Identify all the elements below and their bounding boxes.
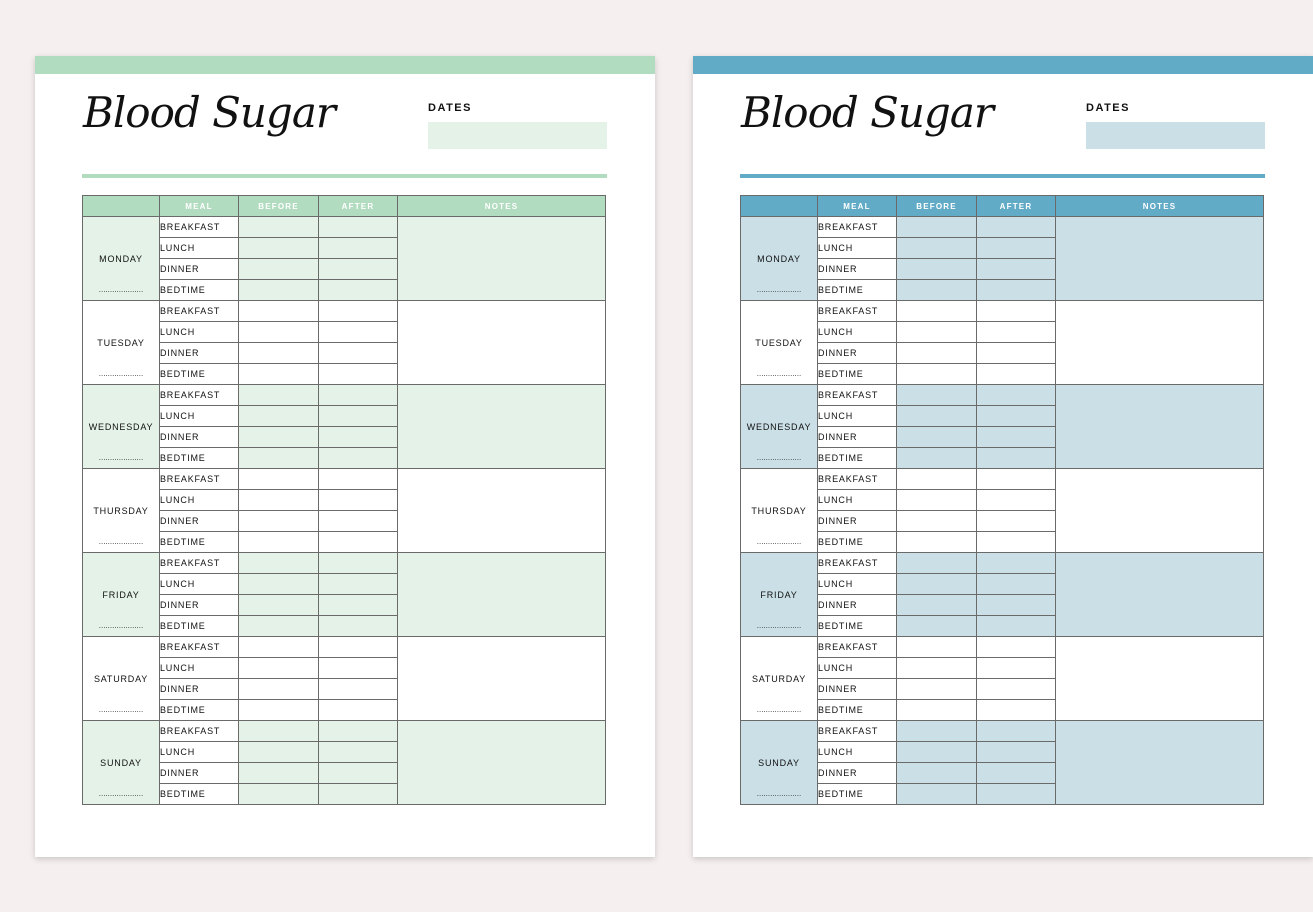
notes-cell[interactable] [398, 301, 606, 385]
after-reading-cell[interactable] [977, 616, 1056, 637]
before-reading-cell[interactable] [239, 658, 319, 679]
day-label: THURSDAY [93, 505, 149, 516]
after-reading-cell[interactable] [319, 532, 398, 553]
table-row [83, 637, 606, 658]
before-reading-cell[interactable] [239, 280, 319, 301]
day-label-cell [83, 721, 160, 805]
meal-label: LUNCH [818, 490, 897, 511]
meal-label: BEDTIME [818, 364, 897, 385]
meal-label: DINNER [160, 763, 239, 784]
before-reading-cell[interactable] [239, 679, 319, 700]
meal-label: LUNCH [818, 658, 897, 679]
column-header: BEFORE [897, 196, 977, 217]
before-reading-cell[interactable] [239, 511, 319, 532]
after-reading-cell[interactable] [319, 616, 398, 637]
meal-label: LUNCH [160, 406, 239, 427]
day-label: TUESDAY [755, 337, 803, 348]
page-title: Blood Sugar [83, 88, 335, 137]
day-label: MONDAY [757, 253, 801, 264]
before-reading-cell[interactable] [239, 616, 319, 637]
after-reading-cell[interactable] [319, 427, 398, 448]
meal-label: BREAKFAST [160, 385, 239, 406]
after-reading-cell[interactable] [319, 238, 398, 259]
after-reading-cell[interactable] [977, 259, 1056, 280]
dates-label: DATES [1086, 102, 1130, 114]
meal-label: BEDTIME [818, 616, 897, 637]
column-header: NOTES [398, 196, 606, 217]
meal-label: LUNCH [818, 574, 897, 595]
column-header [83, 196, 160, 217]
meal-label: BEDTIME [160, 784, 239, 805]
before-reading-cell[interactable] [239, 322, 319, 343]
column-header [741, 196, 818, 217]
date-blank-line[interactable]: .................... [98, 369, 144, 378]
notes-cell[interactable] [398, 553, 606, 637]
after-reading-cell[interactable] [319, 637, 398, 658]
meal-label: BREAKFAST [818, 637, 897, 658]
table-row [741, 469, 1264, 490]
day-label: SUNDAY [100, 757, 142, 768]
before-reading-cell[interactable] [897, 721, 977, 742]
meal-label: BEDTIME [160, 700, 239, 721]
title-divider [82, 174, 607, 178]
after-reading-cell[interactable] [319, 574, 398, 595]
column-header: MEAL [818, 196, 897, 217]
date-blank-line[interactable]: .................... [756, 789, 802, 798]
after-reading-cell[interactable] [977, 553, 1056, 574]
after-reading-cell[interactable] [319, 364, 398, 385]
meal-label: LUNCH [160, 574, 239, 595]
before-reading-cell[interactable] [239, 763, 319, 784]
table-row [83, 721, 606, 742]
after-reading-cell[interactable] [319, 448, 398, 469]
planner-sheet-green [35, 56, 655, 857]
meal-label: BEDTIME [160, 616, 239, 637]
before-reading-cell[interactable] [897, 385, 977, 406]
before-reading-cell[interactable] [897, 763, 977, 784]
meal-label: DINNER [818, 679, 897, 700]
before-reading-cell[interactable] [239, 574, 319, 595]
after-reading-cell[interactable] [977, 658, 1056, 679]
date-blank-line[interactable]: .................... [756, 453, 802, 462]
meal-label: DINNER [160, 595, 239, 616]
meal-label: LUNCH [818, 742, 897, 763]
table-row [83, 385, 606, 406]
meal-label: LUNCH [160, 322, 239, 343]
before-reading-cell[interactable] [239, 553, 319, 574]
table-row [83, 553, 606, 574]
day-label-cell [83, 553, 160, 637]
day-label-cell [741, 217, 818, 301]
before-reading-cell[interactable] [239, 742, 319, 763]
meal-label: LUNCH [160, 490, 239, 511]
before-reading-cell[interactable] [897, 595, 977, 616]
day-label-cell [83, 301, 160, 385]
after-reading-cell[interactable] [319, 658, 398, 679]
top-color-bar [35, 56, 655, 74]
day-label: WEDNESDAY [88, 421, 154, 432]
day-label: FRIDAY [102, 589, 140, 600]
before-reading-cell[interactable] [239, 238, 319, 259]
meal-label: BREAKFAST [160, 217, 239, 238]
after-reading-cell[interactable] [977, 784, 1056, 805]
day-label-cell [83, 637, 160, 721]
after-reading-cell[interactable] [977, 448, 1056, 469]
notes-cell[interactable] [1056, 385, 1264, 469]
day-label: SUNDAY [758, 757, 800, 768]
table-row [741, 637, 1264, 658]
dates-field[interactable] [428, 122, 607, 149]
after-reading-cell[interactable] [977, 343, 1056, 364]
meal-label: LUNCH [818, 238, 897, 259]
before-reading-cell[interactable] [897, 427, 977, 448]
notes-cell[interactable] [398, 217, 606, 301]
before-reading-cell[interactable] [897, 322, 977, 343]
notes-cell[interactable] [398, 637, 606, 721]
before-reading-cell[interactable] [897, 658, 977, 679]
after-reading-cell[interactable] [977, 763, 1056, 784]
after-reading-cell[interactable] [977, 322, 1056, 343]
notes-cell[interactable] [1056, 217, 1264, 301]
after-reading-cell[interactable] [977, 301, 1056, 322]
meal-label: BEDTIME [818, 784, 897, 805]
day-label: TUESDAY [97, 337, 145, 348]
meal-label: BREAKFAST [818, 385, 897, 406]
table-row [741, 217, 1264, 238]
date-blank-line[interactable]: .................... [756, 285, 802, 294]
column-header: AFTER [977, 196, 1056, 217]
after-reading-cell[interactable] [977, 742, 1056, 763]
date-blank-line[interactable]: .................... [98, 453, 144, 462]
notes-cell[interactable] [1056, 301, 1264, 385]
before-reading-cell[interactable] [239, 259, 319, 280]
after-reading-cell[interactable] [977, 385, 1056, 406]
before-reading-cell[interactable] [239, 364, 319, 385]
after-reading-cell[interactable] [319, 721, 398, 742]
top-color-bar [693, 56, 1313, 74]
notes-cell[interactable] [1056, 721, 1264, 805]
column-header: BEFORE [239, 196, 319, 217]
planner-sheet-blue [693, 56, 1313, 857]
meal-label: BREAKFAST [160, 637, 239, 658]
day-label-cell [741, 553, 818, 637]
after-reading-cell[interactable] [977, 238, 1056, 259]
meal-label: DINNER [818, 343, 897, 364]
after-reading-cell[interactable] [977, 280, 1056, 301]
meal-label: DINNER [160, 427, 239, 448]
date-blank-line[interactable]: .................... [756, 621, 802, 630]
table-row [741, 301, 1264, 322]
day-label: SATURDAY [93, 673, 149, 684]
notes-cell[interactable] [398, 721, 606, 805]
dates-field[interactable] [1086, 122, 1265, 149]
after-reading-cell[interactable] [319, 679, 398, 700]
day-label: THURSDAY [751, 505, 807, 516]
meal-label: DINNER [160, 511, 239, 532]
day-label-cell [83, 385, 160, 469]
after-reading-cell[interactable] [319, 301, 398, 322]
day-label-cell [83, 217, 160, 301]
before-reading-cell[interactable] [239, 406, 319, 427]
after-reading-cell[interactable] [977, 532, 1056, 553]
meal-label: LUNCH [160, 238, 239, 259]
column-header: NOTES [1056, 196, 1264, 217]
before-reading-cell[interactable] [239, 385, 319, 406]
day-label: WEDNESDAY [746, 421, 812, 432]
meal-label: DINNER [160, 343, 239, 364]
before-reading-cell[interactable] [239, 637, 319, 658]
before-reading-cell[interactable] [897, 343, 977, 364]
meal-label: DINNER [818, 511, 897, 532]
meal-label: LUNCH [818, 322, 897, 343]
column-header: MEAL [160, 196, 239, 217]
before-reading-cell[interactable] [897, 742, 977, 763]
after-reading-cell[interactable] [977, 679, 1056, 700]
after-reading-cell[interactable] [977, 427, 1056, 448]
meal-label: DINNER [818, 427, 897, 448]
table-row [83, 301, 606, 322]
blood-sugar-log-table [82, 195, 606, 805]
before-reading-cell[interactable] [897, 238, 977, 259]
after-reading-cell[interactable] [319, 469, 398, 490]
before-reading-cell[interactable] [239, 448, 319, 469]
meal-label: BEDTIME [160, 448, 239, 469]
after-reading-cell[interactable] [977, 511, 1056, 532]
before-reading-cell[interactable] [897, 259, 977, 280]
table-row [741, 385, 1264, 406]
date-blank-line[interactable]: .................... [756, 369, 802, 378]
meal-label: BREAKFAST [160, 721, 239, 742]
after-reading-cell[interactable] [319, 280, 398, 301]
before-reading-cell[interactable] [897, 700, 977, 721]
notes-cell[interactable] [398, 385, 606, 469]
title-divider [740, 174, 1265, 178]
notes-cell[interactable] [1056, 553, 1264, 637]
before-reading-cell[interactable] [239, 595, 319, 616]
date-blank-line[interactable]: .................... [98, 789, 144, 798]
meal-label: BREAKFAST [818, 553, 897, 574]
meal-label: DINNER [160, 259, 239, 280]
before-reading-cell[interactable] [897, 532, 977, 553]
date-blank-line[interactable]: .................... [98, 285, 144, 294]
meal-label: BREAKFAST [818, 301, 897, 322]
after-reading-cell[interactable] [977, 700, 1056, 721]
before-reading-cell[interactable] [239, 343, 319, 364]
before-reading-cell[interactable] [897, 679, 977, 700]
before-reading-cell[interactable] [239, 217, 319, 238]
after-reading-cell[interactable] [319, 406, 398, 427]
meal-label: BEDTIME [160, 532, 239, 553]
date-blank-line[interactable]: .................... [756, 537, 802, 546]
table-row [741, 553, 1264, 574]
meal-label: BREAKFAST [818, 469, 897, 490]
after-reading-cell[interactable] [319, 259, 398, 280]
day-label-cell [741, 637, 818, 721]
day-label-cell [741, 301, 818, 385]
meal-label: DINNER [818, 259, 897, 280]
before-reading-cell[interactable] [897, 364, 977, 385]
dates-label: DATES [428, 102, 472, 114]
day-label: SATURDAY [751, 673, 807, 684]
date-blank-line[interactable]: .................... [756, 705, 802, 714]
after-reading-cell[interactable] [319, 784, 398, 805]
before-reading-cell[interactable] [239, 721, 319, 742]
after-reading-cell[interactable] [977, 364, 1056, 385]
meal-label: BREAKFAST [818, 721, 897, 742]
before-reading-cell[interactable] [897, 490, 977, 511]
date-blank-line[interactable]: .................... [98, 705, 144, 714]
table-row [83, 217, 606, 238]
meal-label: BREAKFAST [818, 217, 897, 238]
before-reading-cell[interactable] [239, 532, 319, 553]
before-reading-cell[interactable] [897, 301, 977, 322]
meal-label: BEDTIME [818, 532, 897, 553]
after-reading-cell[interactable] [977, 406, 1056, 427]
blood-sugar-log-table [740, 195, 1264, 805]
before-reading-cell[interactable] [897, 280, 977, 301]
day-label: FRIDAY [760, 589, 798, 600]
column-header: AFTER [319, 196, 398, 217]
before-reading-cell[interactable] [897, 469, 977, 490]
meal-label: BEDTIME [818, 448, 897, 469]
after-reading-cell[interactable] [319, 700, 398, 721]
date-blank-line[interactable]: .................... [98, 537, 144, 546]
after-reading-cell[interactable] [977, 574, 1056, 595]
notes-cell[interactable] [398, 469, 606, 553]
before-reading-cell[interactable] [239, 301, 319, 322]
after-reading-cell[interactable] [319, 490, 398, 511]
page-title: Blood Sugar [741, 88, 993, 137]
notes-cell[interactable] [1056, 469, 1264, 553]
before-reading-cell[interactable] [897, 448, 977, 469]
before-reading-cell[interactable] [897, 637, 977, 658]
before-reading-cell[interactable] [239, 469, 319, 490]
day-label-cell [741, 721, 818, 805]
day-label-cell [741, 385, 818, 469]
before-reading-cell[interactable] [239, 700, 319, 721]
meal-label: DINNER [818, 763, 897, 784]
meal-label: DINNER [160, 679, 239, 700]
after-reading-cell[interactable] [319, 511, 398, 532]
date-blank-line[interactable]: .................... [98, 621, 144, 630]
after-reading-cell[interactable] [977, 637, 1056, 658]
before-reading-cell[interactable] [897, 511, 977, 532]
meal-label: BEDTIME [818, 280, 897, 301]
meal-label: LUNCH [160, 658, 239, 679]
after-reading-cell[interactable] [319, 553, 398, 574]
after-reading-cell[interactable] [319, 322, 398, 343]
day-label-cell [741, 469, 818, 553]
before-reading-cell[interactable] [897, 784, 977, 805]
after-reading-cell[interactable] [319, 217, 398, 238]
meal-label: BEDTIME [160, 280, 239, 301]
day-label: MONDAY [99, 253, 143, 264]
after-reading-cell[interactable] [977, 217, 1056, 238]
after-reading-cell[interactable] [319, 742, 398, 763]
after-reading-cell[interactable] [319, 385, 398, 406]
after-reading-cell[interactable] [977, 721, 1056, 742]
meal-label: BREAKFAST [160, 553, 239, 574]
meal-label: BREAKFAST [160, 301, 239, 322]
after-reading-cell[interactable] [977, 469, 1056, 490]
meal-label: BEDTIME [818, 700, 897, 721]
after-reading-cell[interactable] [977, 490, 1056, 511]
table-row [741, 721, 1264, 742]
notes-cell[interactable] [1056, 637, 1264, 721]
after-reading-cell[interactable] [319, 763, 398, 784]
before-reading-cell[interactable] [897, 574, 977, 595]
after-reading-cell[interactable] [319, 595, 398, 616]
meal-label: BEDTIME [160, 364, 239, 385]
meal-label: BREAKFAST [160, 469, 239, 490]
before-reading-cell[interactable] [897, 217, 977, 238]
after-reading-cell[interactable] [977, 595, 1056, 616]
meal-label: LUNCH [160, 742, 239, 763]
table-row [83, 469, 606, 490]
meal-label: DINNER [818, 595, 897, 616]
day-label-cell [83, 469, 160, 553]
before-reading-cell[interactable] [897, 616, 977, 637]
before-reading-cell[interactable] [239, 427, 319, 448]
before-reading-cell[interactable] [897, 406, 977, 427]
before-reading-cell[interactable] [897, 553, 977, 574]
before-reading-cell[interactable] [239, 784, 319, 805]
meal-label: LUNCH [818, 406, 897, 427]
before-reading-cell[interactable] [239, 490, 319, 511]
after-reading-cell[interactable] [319, 343, 398, 364]
